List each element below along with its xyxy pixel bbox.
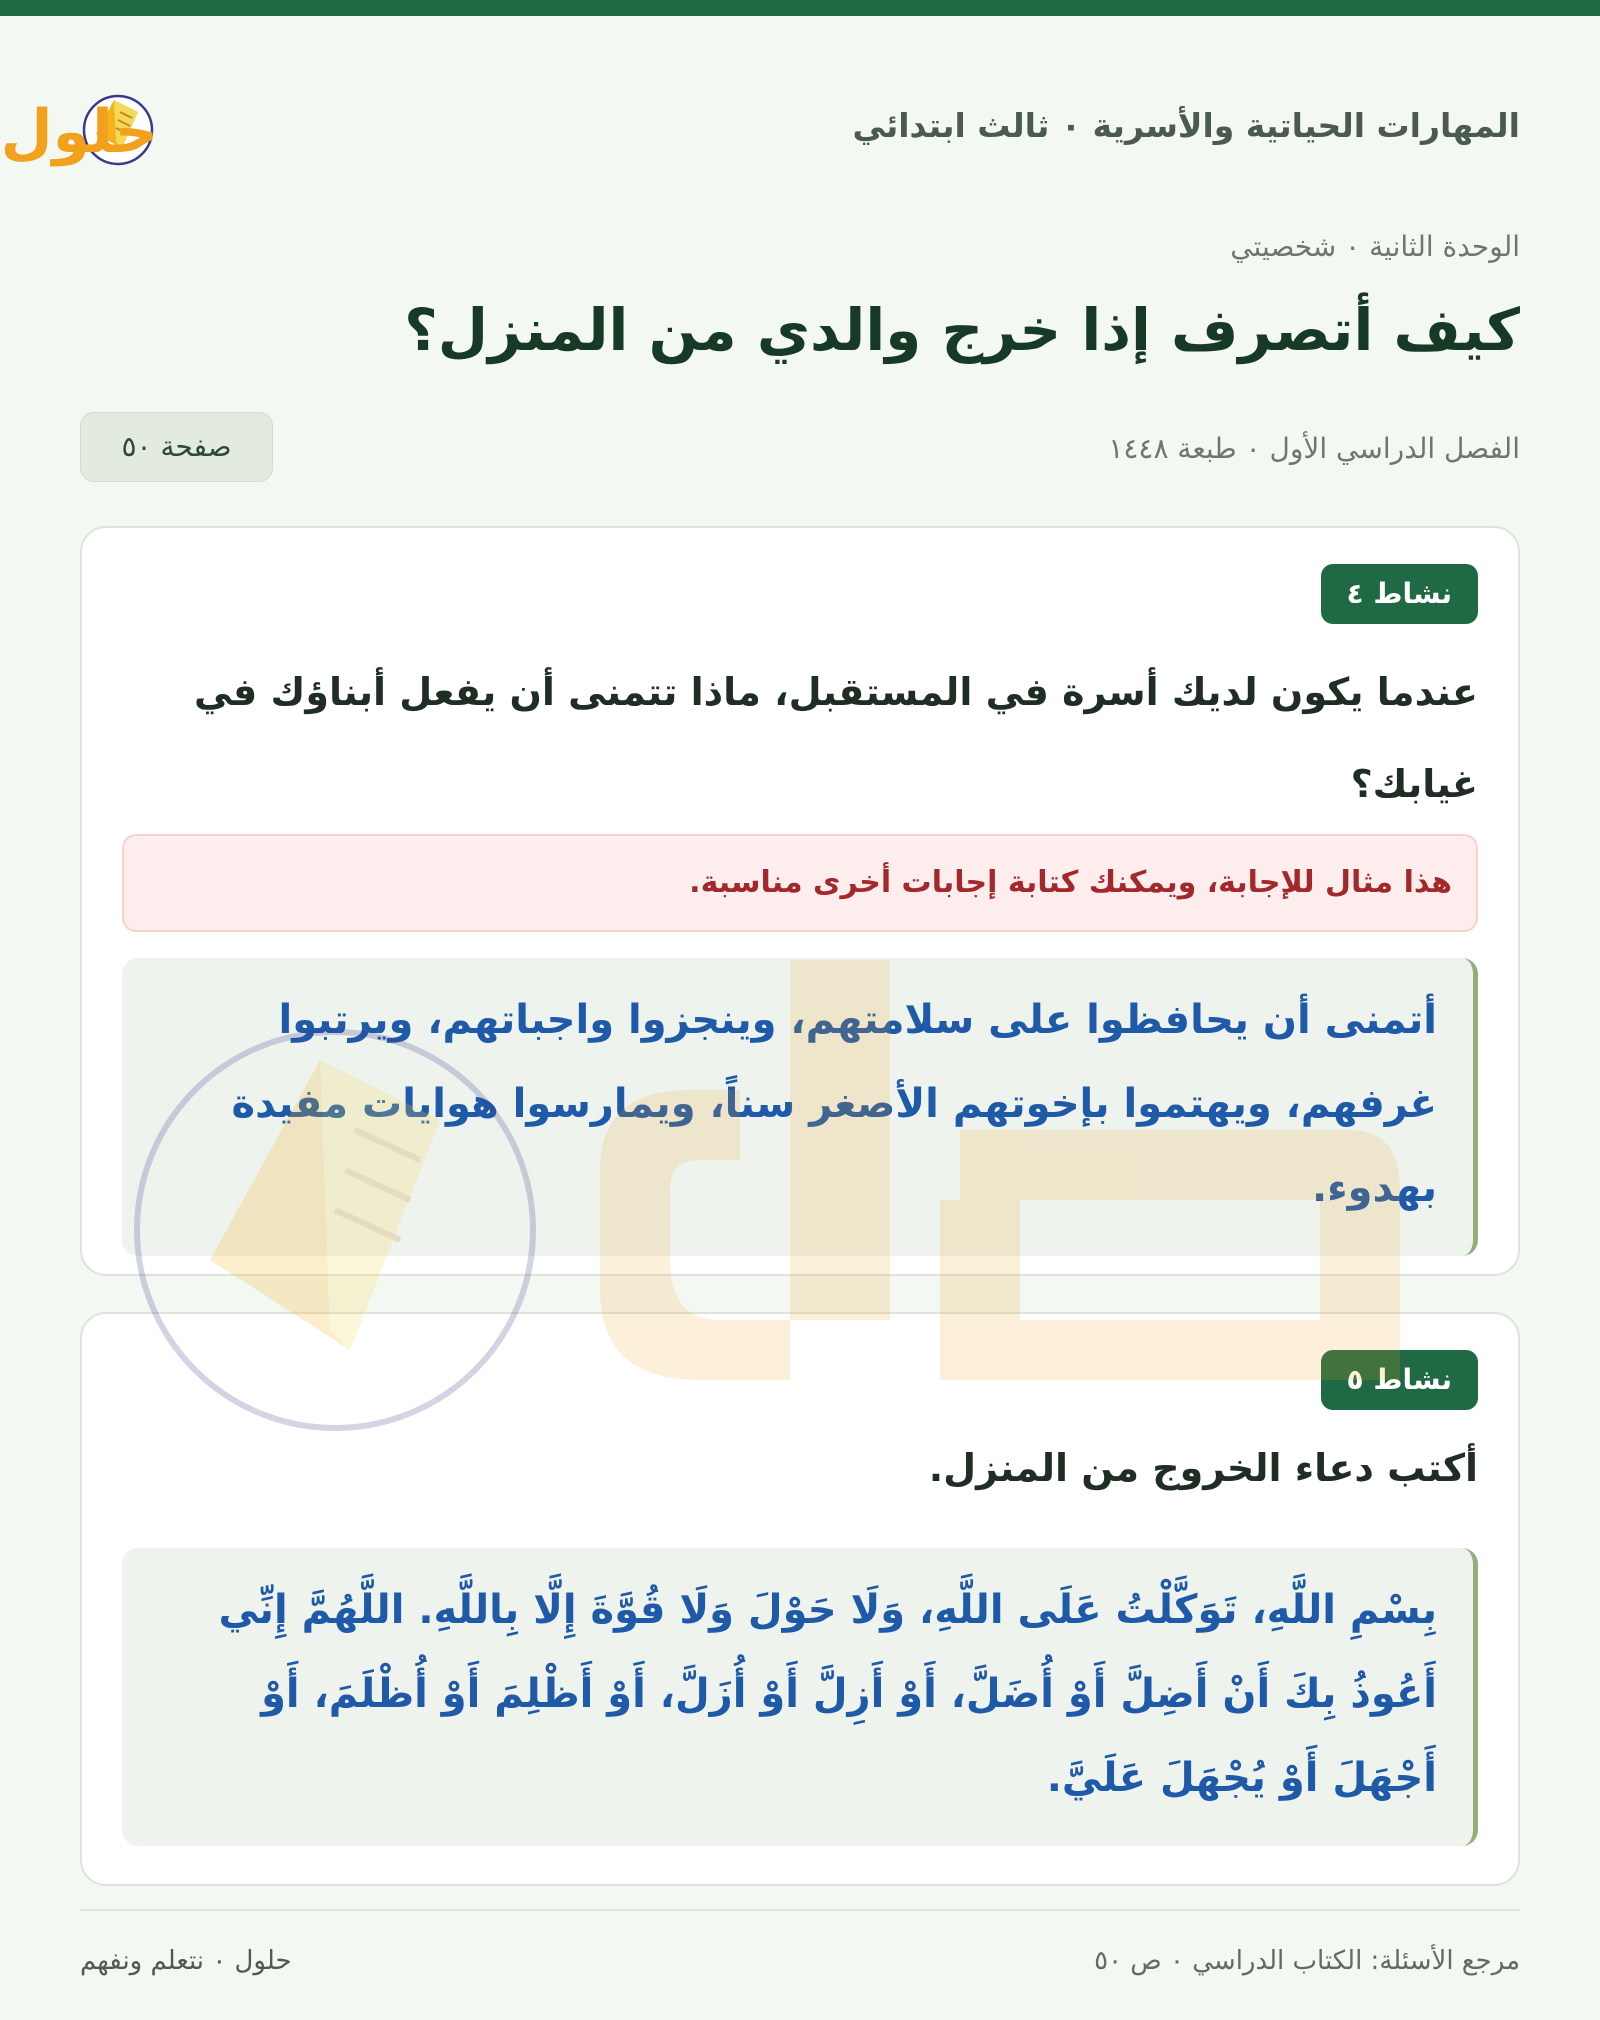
activity-question: عندما يكون لديك أسرة في المستقبل، ماذا تتمنى أن يفعل أبناؤك في غيابك؟ — [193, 670, 1478, 806]
answer-box: بِسْمِ اللَّهِ، تَوَكَّلْتُ عَلَى اللَّهِ، وَلَا حَوْلَ وَلَا قُوَّةَ إِلَّا بِاللَّهِ. اللَّهُمَّ إِنِّي أَعُوذُ بِكَ أَنْ أَضِلَّ أَوْ أُضَلَّ، أَوْ أَزِلَّ أَوْ أُزَلَّ، أَوْ أَظْلِمَ أَوْ أُظْلَمَ، أَوْ أَجْهَلَ أَوْ يُجْهَلَ عَلَيَّ. — [122, 1548, 1478, 1846]
subject-title: المهارات الحياتية والأسرية ٠ ثالث ابتدائي — [852, 106, 1520, 145]
page-number-chip: صفحة ٥٠ — [80, 412, 273, 482]
footer-reference: مرجع الأسئلة: الكتاب الدراسي ٠ ص ٥٠ — [1094, 1946, 1520, 1976]
activity-badge: نشاط ٤ — [1321, 564, 1478, 624]
footer-brand: حلول ٠ نتعلم ونفهم — [80, 1946, 292, 1976]
term-edition: الفصل الدراسي الأول ٠ طبعة ١٤٤٨ — [1108, 432, 1520, 465]
logo-book-icon — [0, 76, 360, 186]
answer-box: أتمنى أن يحافظوا على سلامتهم، وينجزوا واجباتهم، ويرتبوا غرفهم، ويهتموا بإخوتهم الأصغر سناً، ويمارسوا هوايات مفيدة بهدوء. — [122, 958, 1478, 1256]
page — [0, 16, 1520, 2020]
activity-question: أكتب دعاء الخروج من المنزل. — [928, 1446, 1478, 1490]
logo[interactable] — [0, 76, 360, 186]
activity-badge: نشاط ٥ — [1321, 1350, 1478, 1410]
footer-divider — [80, 1909, 1520, 1911]
logo-text: حلول — [0, 97, 158, 167]
sample-answer-note: هذا مثال للإجابة، ويمكنك كتابة إجابات أخرى مناسبة. — [122, 834, 1478, 932]
unit-label: الوحدة الثانية ٠ شخصيتي — [1230, 230, 1520, 263]
header — [0, 68, 1520, 184]
lesson-title: كيف أتصرف إذا خرج والدي من المنزل؟ — [404, 296, 1520, 364]
activity-card-5 — [80, 1312, 1520, 1886]
activity-card-4 — [80, 526, 1520, 1276]
top-accent-bar — [0, 0, 1600, 16]
